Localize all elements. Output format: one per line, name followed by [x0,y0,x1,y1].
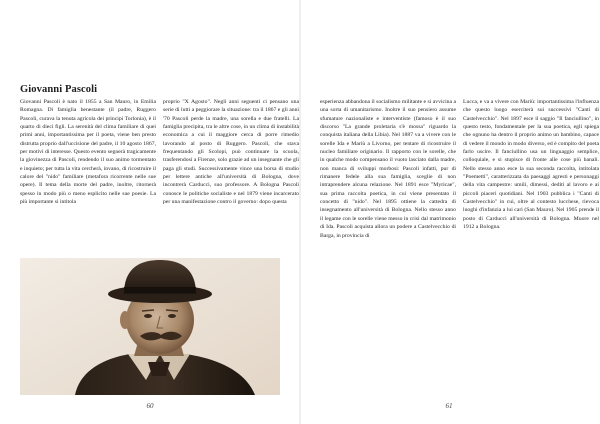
page-number-right: 61 [445,402,453,410]
text-column-3: esperienza abbandona il socialismo militante e si avvicina a una sorta di umanitarismo. Inoltre il suo pensiero assume sfumature nazionaliste e interventiste (famoso è il suo discorso "La grande proletaria s'è mossa" riguardo la conquista italiana della Libia). Nel 1887 va a vivere con le sorelle Ida e Mariù a Livorno, per tentare di ricostruire il nucleo familiare originario. Il rapporto con le sorelle, che in qualche modo compensano il vuoto lasciato dalla madre, non manca di sviluppi morbosi: Pascoli infatti, pur di rimanere fedele alla sua famiglia, sceglie di non intraprendere alcuna relazione. Nel 1891 esce "Myricae", sua prima raccolta poetica, in cui viene presentato il concetto di "nido". Nel 1895 ottiene la cattedra di insegnamento all'università di Bologna. Nello stesso anno il legame con le sorelle viene messo in crisi dal matrimonio di Ida. Pascoli acquista allora un podere a Castelvecchio di Barga, in provincia di [320,99,456,239]
portrait-photo [20,258,280,395]
text-column-4: Lucca, e va a vivere con Mariù: importantissima l'influenza che questo luogo eserciterà sui successivi "Canti di Castelvecchio". Nel 1897 esce il saggio "Il fanciullino", in questo testo, fondamentale per la sua poetica, egli spiega che ognuno ha dentro il proprio animo un bambino, capace di vedere il mondo in modo diverso, ed è compito del poeta farlo uscire. Il fanciullino usa un linguaggio semplice, colloquiale, e si stupisce di fronte alle cose più banali. Nello stesso anno esce la sua seconda raccolta, intitolata "Poemetti", caratterizzata da paesaggi agresti e personaggi della vita campestre: umili, dimessi, dediti al lavoro e ai piccoli piaceri quotidiani. Nel 1903 pubblica i "Canti di Castelvecchio" in cui, oltre al contesto lucchese, rievoca luoghi d'infanzia a lui cari (San Mauro). Nel 1905 prende il posto di Carducci all'università di Bologna. Muore nel 1912 a Bologna. [463,99,599,231]
portrait-image [20,258,280,395]
text-column-1: Giovanni Pascoli è nato il 1855 a San Mauro, in Emilia Romagna. Di famiglia benestante (il padre, Ruggero Pascoli, curava la tenuta agricola dei principi Torlonia), è il quarto di dieci figli. La serenità del clima familiare di quei primi anni, importantissima per il poeta, viene ben presto distrutta proprio dall'uccisione del padre, il 10 agosto 1867, per motivi di interesse. Questo evento segnerà tragicamente la giovinezza di Pascoli, rendendo il suo animo tormentato e inquieto; per tutta la vita cercherà, invano, di ricostruire il calore del "nido" familiare (metafora ricorrente nelle sue opere). Il tema della morte del padre, inoltre, ritornerà spesso in modo più o meno esplicito nelle sue poesie. La più importante si intitola [20,99,156,206]
article-heading: Giovanni Pascoli [20,84,98,95]
text-column-2: proprio "X Agosto". Negli anni seguenti ci pensano una serie di lutti a peggiorare la situazione: tra il 1867 e gli anni '70 Pascoli perde la madre, una sorella e due fratelli. La famiglia precipita, tra le altre cose, in un clima di instabilità economica a cui il maggiore cerca di porre rimedio lavorando al posto di Ruggero. Pascoli, che stava frequentando gli Scolopi, può continuare la scuola, trasferendosi a Firenze, solo grazie ad un insegnante che gli paga gli studi. Successivamente vince una borsa di studio per lettere antiche all'università di Bologna, dove incontrerà Carducci, suo professore. A Bologna Pascoli conosce le politiche socialiste e nel 1879 viene incarcerato per una manifestazione contro il governo: dopo questa [163,99,299,206]
page-number-left: 60 [146,402,154,410]
right-page [300,0,600,424]
